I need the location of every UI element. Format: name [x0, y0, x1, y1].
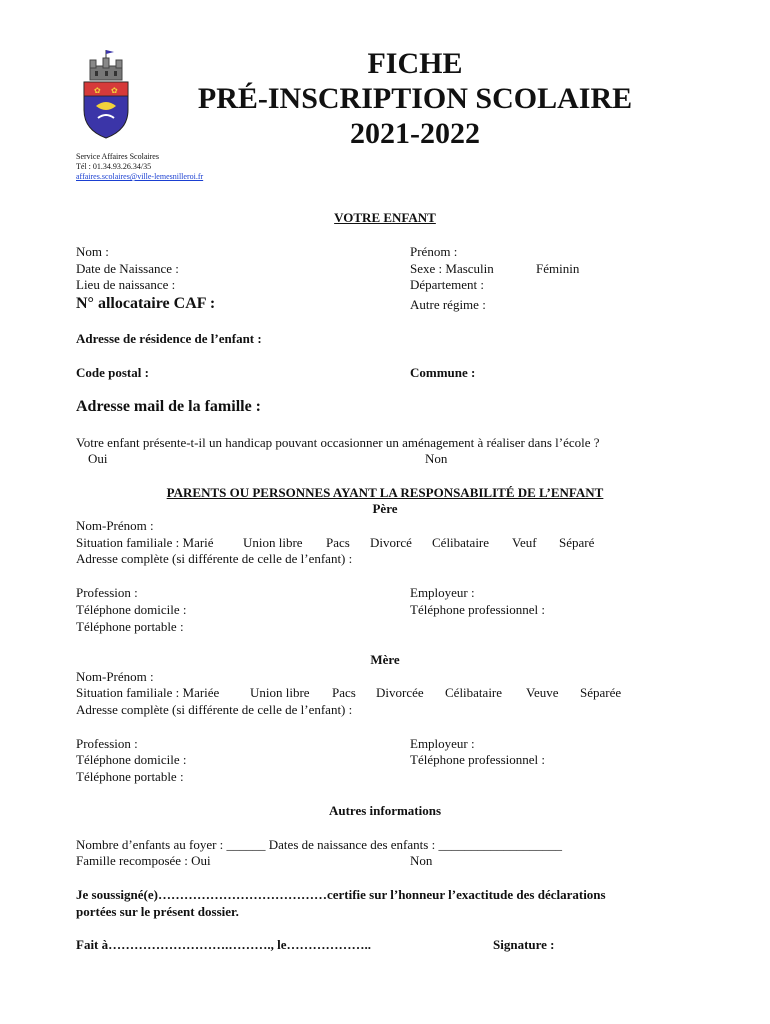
service-name: Service Affaires Scolaires [76, 152, 159, 161]
father-home-phone-label: Téléphone domicile : [76, 602, 187, 617]
title-line-3: 2021-2022 [350, 117, 480, 150]
mother-heading: Mère [370, 652, 400, 667]
blended-family-non: Non [410, 853, 433, 868]
svg-text:✿: ✿ [94, 86, 101, 95]
father-situation-option: Séparé [559, 535, 595, 550]
child-sex-masculin: Sexe : Masculin [410, 261, 494, 276]
declaration-line-2: portées sur le présent dossier. [76, 904, 239, 919]
child-birthplace-label: Lieu de naissance : [76, 277, 176, 292]
mother-profession-label: Profession : [76, 736, 138, 751]
mother-work-phone-label: Téléphone professionnel : [410, 752, 546, 767]
blended-family-oui: Famille recomposée : Oui [76, 853, 211, 868]
title-line-2: PRÉ-INSCRIPTION SCOLAIRE [197, 82, 633, 115]
father-mobile-phone-label: Téléphone portable : [76, 619, 184, 634]
father-employer-label: Employeur : [410, 585, 475, 600]
mother-situation-option: Divorcée [376, 685, 424, 700]
family-email-label: Adresse mail de la famille : [76, 398, 262, 415]
handicap-question: Votre enfant présente-t-il un handicap pouvant occasionner un aménagement à réaliser dans l’école ? [76, 435, 600, 450]
mother-situation-option: Séparée [580, 685, 622, 700]
father-address-label: Adresse complète (si différente de celle de l’enfant) : [76, 551, 353, 566]
signature-label: Signature : [493, 937, 555, 952]
father-situation-option: Célibataire [432, 535, 490, 550]
mother-situation-option: Pacs [332, 685, 356, 700]
mother-employer-label: Employeur : [410, 736, 475, 751]
service-email-link[interactable]: affaires.scolaires@ville-lemesnilleroi.fr [76, 172, 204, 181]
child-other-regime-label: Autre régime : [410, 297, 486, 312]
parents-section-heading: PARENTS OU PERSONNES AYANT LA RESPONSABILITÉ DE L’ENFANT [166, 485, 604, 500]
mother-situation-option: Veuve [526, 685, 559, 700]
service-phone: Tél : 01.34.93.26.34/35 [76, 162, 152, 171]
child-section-heading: VOTRE ENFANT [334, 210, 436, 225]
child-sex-feminin: Féminin [536, 261, 580, 276]
father-work-phone-label: Téléphone professionnel : [410, 602, 546, 617]
title-line-1: FICHE [367, 47, 463, 80]
father-situation-option: Pacs [326, 535, 350, 550]
child-birthdate-label: Date de Naissance : [76, 261, 179, 276]
child-department-label: Département : [410, 277, 484, 292]
service-contact [76, 152, 203, 182]
mother-mobile-phone-label: Téléphone portable : [76, 769, 184, 784]
mother-home-phone-label: Téléphone domicile : [76, 752, 187, 767]
other-info-heading: Autres informations [328, 803, 442, 818]
father-heading: Père [372, 501, 398, 516]
mother-situation-label: Situation familiale : Mariée [76, 685, 220, 700]
mother-name-label: Nom-Prénom : [76, 669, 154, 684]
coat-of-arms-logo [78, 48, 134, 140]
svg-text:✿: ✿ [111, 86, 118, 95]
child-commune-label: Commune : [410, 365, 476, 380]
father-situation-option: Veuf [512, 535, 537, 550]
child-postal-code-label: Code postal : [76, 365, 149, 380]
page-title [150, 46, 680, 151]
child-caf-label: N° allocataire CAF : [76, 295, 216, 312]
handicap-oui: Oui [88, 451, 108, 466]
child-nom-label: Nom : [76, 244, 109, 259]
children-count-line: Nombre d’enfants au foyer : ______ Dates de naissance des enfants : ___________________ [76, 837, 562, 852]
father-situation-option: Divorcé [370, 535, 412, 550]
mother-situation-option: Célibataire [445, 685, 503, 700]
child-prenom-label: Prénom : [410, 244, 458, 259]
mother-address-label: Adresse complète (si différente de celle de l’enfant) : [76, 702, 353, 717]
place-date-line: Fait à……………………….………., le……………….. [76, 937, 372, 952]
father-name-label: Nom-Prénom : [76, 518, 154, 533]
handicap-non: Non [425, 451, 448, 466]
father-profession-label: Profession : [76, 585, 138, 600]
child-address-label: Adresse de résidence de l’enfant : [76, 331, 262, 346]
father-situation-label: Situation familiale : Marié [76, 535, 214, 550]
father-situation-option: Union libre [243, 535, 303, 550]
mother-situation-option: Union libre [250, 685, 310, 700]
declaration-line-1: Je soussigné(e)…………………………………certifie sur l’honneur l’exactitude des déclarations [76, 887, 606, 902]
